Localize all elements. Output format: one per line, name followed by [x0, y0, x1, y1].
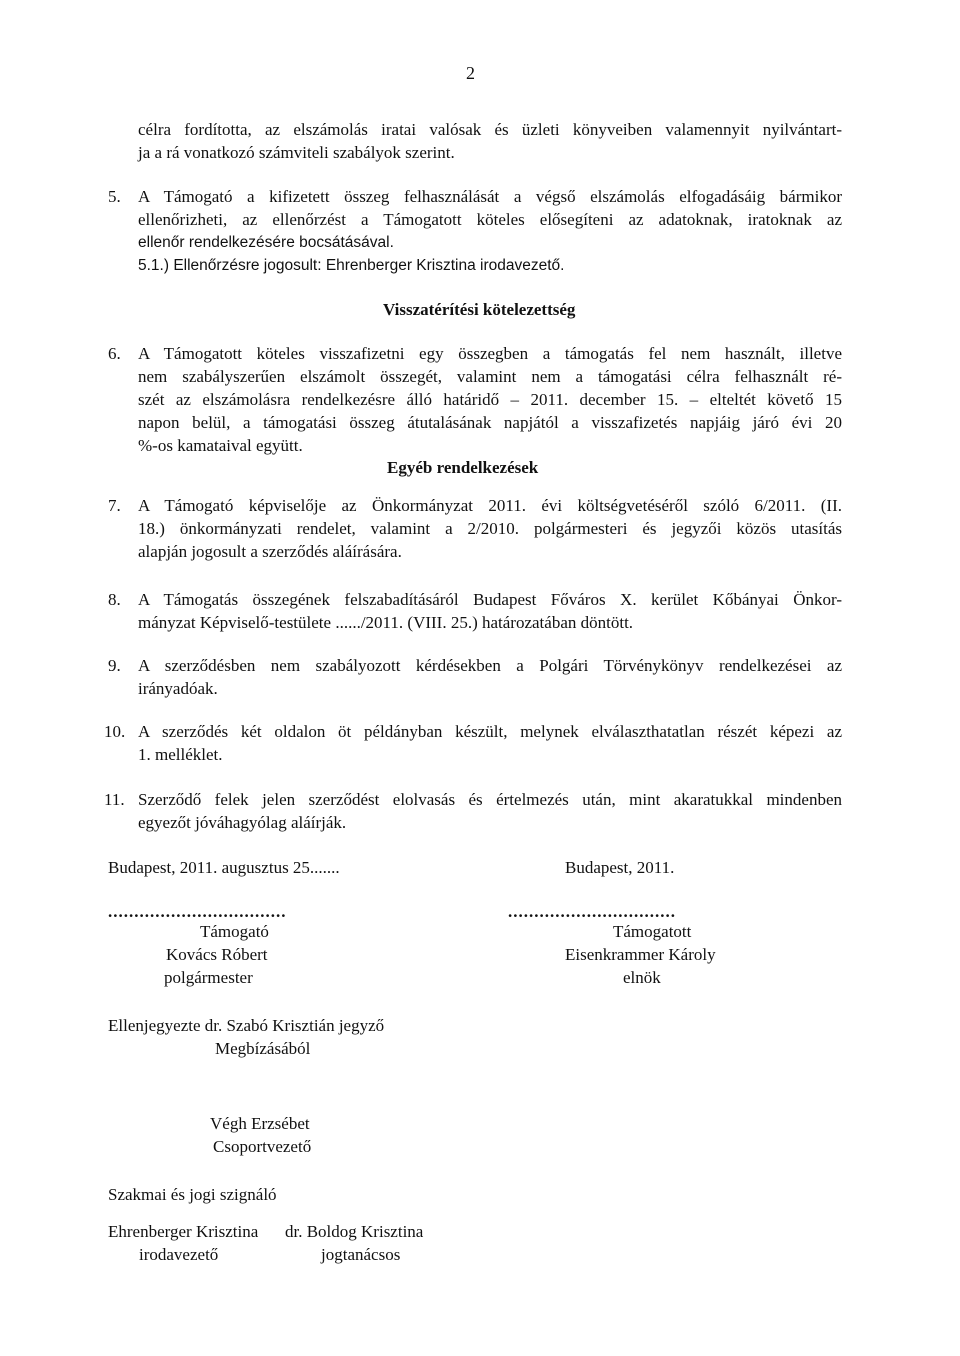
section-6-line: napon belül, a támogatási összeg átutalásának napjától a visszafizetés napjáig járó évi 20 [138, 413, 842, 432]
signatory-left-title: polgármester [164, 968, 253, 987]
section-5-line: A Támogató a kifizetett összeg felhasználását a végső elszámolás elfogadásáig bármikor [138, 187, 842, 206]
signoff-label: Szakmai és jogi szignáló [108, 1185, 277, 1204]
signatory-right-name: Eisenkrammer Károly [565, 945, 716, 964]
signatory-right-role: Támogatott [613, 922, 692, 941]
signoff-left-name: Ehrenberger Krisztina [108, 1222, 259, 1241]
section-11-line: Szerződő felek jelen szerződést elolvasás és értelmezés után, mint akaratukkal mindenben [138, 790, 842, 809]
section-9-line: A szerződésben nem szabályozott kérdésekben a Polgári Törvénykönyv rendelkezései az [138, 656, 842, 675]
section-number-11: 11. [104, 790, 125, 809]
place-date-right: Budapest, 2011. [565, 858, 675, 877]
place-date-left: Budapest, 2011. augusztus 25....... [108, 858, 340, 877]
countersign-by: Megbízásából [215, 1039, 311, 1058]
paragraph-line: ja a rá vonatkozó számviteli szabályok szerint. [138, 143, 455, 162]
signatory-left-name: Kovács Róbert [166, 945, 268, 964]
assistant-name: Végh Erzsébet [210, 1114, 310, 1133]
section-number-9: 9. [108, 656, 121, 675]
signatory-left-role: Támogató [200, 922, 269, 941]
section-9-line: irányadóak. [138, 679, 218, 698]
section-number-6: 6. [108, 344, 121, 363]
section-6-line: A Támogatott köteles visszafizetni egy összegben a támogatás fel nem használt, illetve [138, 344, 842, 363]
section-6-line: szét az elszámolásra rendelkezésre álló határidő – 2011. december 15. – elteltét követő 15 [138, 390, 842, 409]
section-7-line: alapján jogosult a szerződés aláírására. [138, 542, 402, 561]
section-number-7: 7. [108, 496, 121, 515]
section-number-8: 8. [108, 590, 121, 609]
section-7-line: 18.) önkormányzati rendelet, valamint a 2/2010. polgármesteri és jegyzői közös utasítás [138, 519, 842, 538]
signoff-right-title: jogtanácsos [321, 1245, 401, 1264]
assistant-title: Csoportvezető [213, 1137, 312, 1156]
section-5-sub: 5.1.) Ellenőrzésre jogosult: Ehrenberger Krisztina irodavezető. [138, 257, 565, 274]
section-5-line: ellenőr rendelkezésére bocsátásával. [138, 234, 394, 251]
signature-line-right: ................................ [508, 902, 676, 921]
section-11-line: egyezőt jóváhagyólag aláírják. [138, 813, 347, 832]
heading-visszateritesi: Visszatérítési kötelezettség [383, 300, 576, 319]
section-5-line: ellenőrizheti, az ellenőrzést a Támogatott köteles elősegíteni az adatoknak, iratoknak az [138, 210, 842, 229]
signoff-right-name: dr. Boldog Krisztina [285, 1222, 424, 1241]
section-7-line: A Támogató képviselője az Önkormányzat 2011. évi költségvetéséről szóló 6/2011. (II. [138, 496, 842, 515]
section-10-line: 1. melléklet. [138, 745, 223, 764]
section-10-line: A szerződés két oldalon öt példányban készült, melynek elválaszthatatlan részét képezi az [138, 722, 842, 741]
signatory-right-title: elnök [623, 968, 661, 987]
page-number: 2 [466, 63, 475, 83]
section-number-5: 5. [108, 187, 121, 206]
signoff-left-title: irodavezető [139, 1245, 219, 1264]
section-6-line: %-os kamataival együtt. [138, 436, 303, 455]
heading-egyeb: Egyéb rendelkezések [387, 458, 539, 477]
section-8-line: mányzat Képviselő-testülete ....../2011. (VIII. 25.) határozatában döntött. [138, 613, 634, 632]
section-number-10: 10. [104, 722, 126, 741]
signature-line-left: .................................. [108, 902, 287, 921]
paragraph-line: célra fordította, az elszámolás iratai valósak és üzleti könyveiben valamennyit nyilvántart- [138, 120, 842, 139]
countersign-line: Ellenjegyezte dr. Szabó Krisztián jegyző [108, 1016, 385, 1035]
section-6-line: nem szabályszerűen elszámolt összegét, valamint nem a támogatási célra felhasznált ré- [138, 367, 842, 386]
section-8-line: A Támogatás összegének felszabadításáról Budapest Főváros X. kerület Kőbányai Önkor- [138, 590, 842, 609]
